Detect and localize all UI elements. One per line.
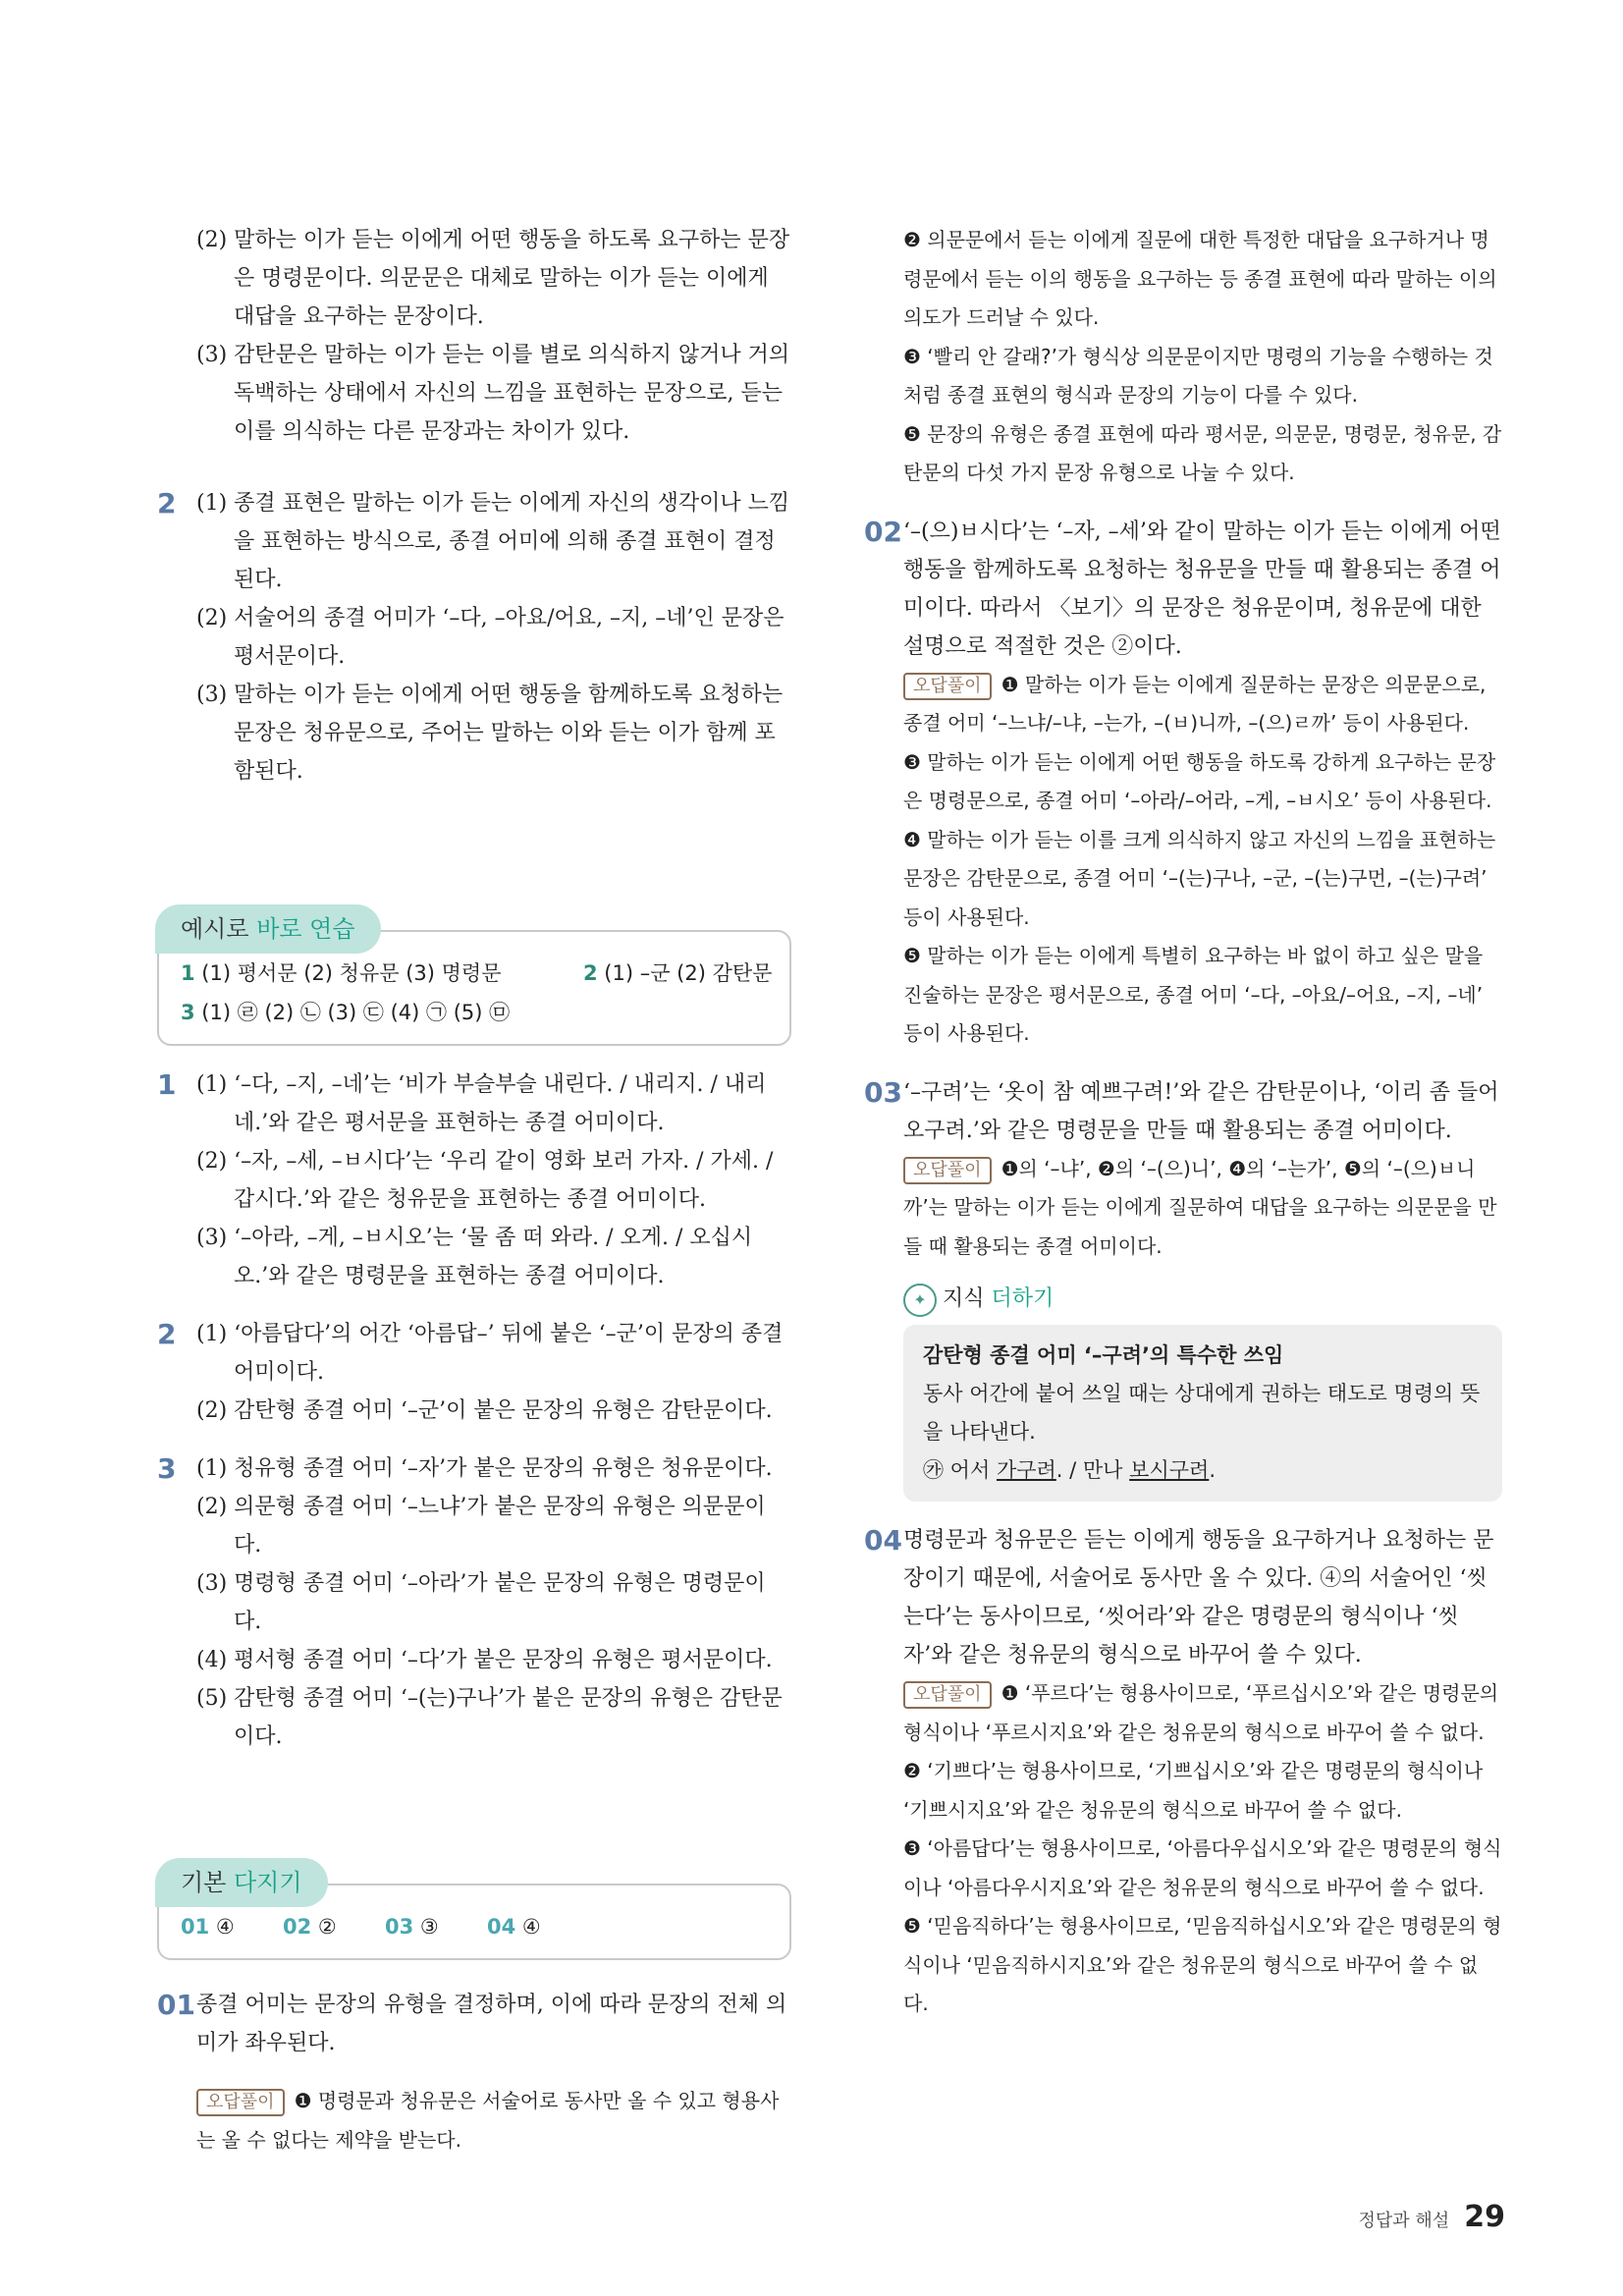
paragraph: ‘–(으)ㅂ시다’는 ‘–자, –세’와 같이 말하는 이가 듣는 이에게 어떤 행동을 함께하도록 요청하는 청유문을 만들 때 활용되는 종결 어미이다. 따라서 〈보기〉의 문장은 청유문이며, 청유문에 대한 설명으로 적절한 것은 ②이다. [903,519,1501,659]
paragraph: (3) ‘–아라, –게, –ㅂ시오’는 ‘물 좀 떠 와라. / 오게. / 오십시오.’와 같은 명령문을 표현하는 종결 어미이다. [196,1226,753,1288]
explanation-1-continued [157,221,791,451]
knowledge-plus-box [903,1325,1502,1502]
practice-box-tab: 예시로 바로 연습 [155,904,381,954]
item-number: 1 [157,1068,177,1101]
basic-box-tab: 기본 다지기 [155,1858,328,1907]
wrong-answer-note: 오답풀이 ❶의 ‘–냐’, ❷의 ‘–(으)니’, ❹의 ‘–는가’, ❺의 ‘–(으)ㅂ니까’는 말하는 이가 듣는 이에게 질문하여 대답을 요구하는 의문문을 만들 때 활용되는 종결 어미이다. [903,1156,1497,1258]
paragraph: ❷ ‘기쁘다’는 형용사이므로, ‘기쁘십시오’와 같은 명령문의 형식이나 ‘기쁘시지요’와 같은 청유문의 형식으로 바꾸어 쓸 수 없다. [903,1759,1484,1822]
explanation-2 [157,484,791,791]
item-number: 02 [864,515,902,548]
item-number: 2 [157,1318,177,1350]
paragraph: (2) 감탄형 종결 어미 ‘–군’이 붙은 문장의 유형은 감탄문이다. [196,1398,773,1423]
wrong-answer-note: 오답풀이 ❶ 명령문과 청유문은 서술어로 동사만 올 수 있고 형용사는 올 수 없다는 제약을 받는다. [196,2089,780,2152]
paragraph: (4) 평서형 종결 어미 ‘–다’가 붙은 문장의 유형은 평서문이다. [196,1648,773,1672]
page-footer [1358,2200,1505,2234]
practice-explanation-2 [157,1315,791,1430]
lightbulb-icon: ✦ [903,1284,937,1317]
item-number: 03 [864,1075,902,1109]
paragraph: ❸ ‘아름답다’는 형용사이므로, ‘아름다우십시오’와 같은 명령문의 형식이나 ‘아름다우시지요’와 같은 청유문의 형식으로 바꾸어 쓸 수 없다. [903,1836,1502,1899]
odap-badge: 오답풀이 [903,673,992,700]
question-03-explanation [864,1073,1502,1503]
question-02-explanation [864,513,1502,1054]
left-column [157,221,791,2179]
paragraph: (3) 감탄문은 말하는 이가 듣는 이를 별로 의식하지 않거나 거의 독백하는 상태에서 자신의 느낌을 표현하는 문장으로, 듣는 이를 의식하는 다른 문장과는 차이가 있다. [196,343,790,444]
question-01-explanation [157,1986,791,2159]
paragraph: (2) ‘–자, –세, –ㅂ시다’는 ‘우리 같이 영화 보러 가자. / 가세. / 갑시다.’와 같은 청유문을 표현하는 종결 어미이다. [196,1149,774,1212]
footer-label: 정답과 해설 [1358,2211,1450,2231]
knowledge-heading: 감탄형 종결 어미 ‘–구려’의 특수한 쓰임 [923,1343,1284,1367]
paragraph: ‘–구려’는 ‘옷이 참 예쁘구려!’와 같은 감탄문이나, ‘이리 좀 들어오구려.’와 같은 명령문을 만들 때 활용되는 종결 어미이다. [903,1079,1499,1143]
paragraph: (1) ‘–다, –지, –네’는 ‘비가 부슬부슬 내린다. / 내리지. / 내리네.’와 같은 평서문을 표현하는 종결 어미이다. [196,1072,767,1135]
paragraph: (3) 명령형 종결 어미 ‘–아라’가 붙은 문장의 유형은 명령문이다. [196,1571,766,1634]
paragraph: (5) 감탄형 종결 어미 ‘–(는)구나’가 붙은 문장의 유형은 감탄문이다. [196,1686,783,1749]
basic-answer-box [157,1869,791,1960]
paragraph: 종결 어미는 문장의 유형을 결정하며, 이에 따라 문장의 전체 의미가 좌우된다. [196,1993,787,2055]
paragraph: (2) 서술어의 종결 어미가 ‘–다, –아요/어요, –지, –네’인 문장은 평서문이다. [196,606,784,669]
knowledge-plus-title: ✦ 지식 더하기 [903,1280,1502,1319]
paragraph: (1) 청유형 종결 어미 ‘–자’가 붙은 문장의 유형은 청유문이다. [196,1456,773,1481]
item-number: 2 [157,487,177,519]
paragraph: 명령문과 청유문은 듣는 이에게 행동을 요구하거나 요청하는 문장이기 때문에, 서술어로 동사만 올 수 있다. ④의 서술어인 ‘씻는다’는 동사이므로, ‘씻어라’와 같은 명령문의 형식이나 ‘씻자’와 같은 청유문의 형식으로 바꾸어 쓸 수 있다. [903,1528,1494,1667]
question-01-continued [864,221,1502,493]
practice-answers-row-2: 3 (1) ㉣ (2) ㉡ (3) ㉢ (4) ㉠ (5) ㉤ [181,1001,511,1024]
paragraph: (1) 종결 표현은 말하는 이가 듣는 이에게 자신의 생각이나 느낌을 표현하는 방식으로, 종결 어미에 의해 종결 표현이 결정된다. [196,491,790,592]
paragraph: ❺ ‘믿음직하다’는 형용사이므로, ‘믿음직하십시오’와 같은 명령문의 형식이나 ‘믿음직하시지요’와 같은 청유문의 형식으로 바꾸어 쓸 수 없다. [903,1914,1502,2015]
paragraph: (1) ‘아름답다’의 어간 ‘아름답–’ 뒤에 붙은 ‘–군’이 문장의 종결 어미이다. [196,1322,784,1385]
practice-explanation-3 [157,1449,791,1756]
paragraph: ❸ ‘빨리 안 갈래?’가 형식상 의문문이지만 명령의 기능을 수행하는 것처럼 종결 표현의 형식과 문장의 기능이 다를 수 있다. [903,344,1493,407]
item-number: 3 [157,1452,177,1485]
odap-badge: 오답풀이 [196,2089,285,2116]
right-column [864,221,1502,2024]
paragraph: ❹ 말하는 이가 듣는 이를 크게 의식하지 않고 자신의 느낌을 표현하는 문장은 감탄문으로, 종결 어미 ‘–(는)구나, –군, –(는)구먼, –(는)구려’ 등이 사용된다. [903,827,1496,929]
practice-answer-box [157,915,791,1046]
odap-badge: 오답풀이 [903,1157,992,1184]
wrong-answer-note: 오답풀이 ❶ 말하는 이가 듣는 이에게 질문하는 문장은 의문문으로, 종결 어미 ‘–느냐/–냐, –는가, –(ㅂ)니까, –(으)ㄹ까’ 등이 사용된다. [903,672,1487,735]
odap-badge: 오답풀이 [903,1681,992,1709]
question-04-explanation [864,1521,1502,2024]
basic-answers-row: 01 ④ 02 ② 03 ③ 04 ④ [181,1915,541,1939]
paragraph: ❸ 말하는 이가 듣는 이에게 어떤 행동을 하도록 강하게 요구하는 문장은 명령문으로, 종결 어미 ‘–아라/–어라, –게, –ㅂ시오’ 등이 사용된다. [903,749,1496,812]
item-number: 01 [157,1989,195,2021]
item-number: 04 [864,1524,902,1557]
knowledge-example: ㉮ 어서 가구려. / 만나 보시구려. [923,1458,1216,1482]
paragraph: (3) 말하는 이가 듣는 이에게 어떤 행동을 함께하도록 요청하는 문장은 청유문으로, 주어는 말하는 이와 듣는 이가 함께 포함된다. [196,683,784,784]
paragraph: ❺ 말하는 이가 듣는 이에게 특별히 요구하는 바 없이 하고 싶은 말을 진술하는 문장은 평서문으로, 종결 어미 ‘–다, –아요/–어요, –지, –네’ 등이 사용된다. [903,944,1484,1045]
page-number: 29 [1464,2200,1505,2234]
paragraph: (2) 의문형 종결 어미 ‘–느냐’가 붙은 문장의 유형은 의문문이다. [196,1495,766,1558]
paragraph: ❺ 문장의 유형은 종결 표현에 따라 평서문, 의문문, 명령문, 청유문, 감탄문의 다섯 가지 문장 유형으로 나눌 수 있다. [903,421,1502,484]
practice-answers-row-1: 1 (1) 평서문 (2) 청유문 (3) 명령문 2 (1) –군 (2) 감탄문 [181,961,773,985]
knowledge-body: 동사 어간에 붙어 쓰일 때는 상대에게 권하는 태도로 명령의 뜻을 나타낸다. [923,1382,1481,1444]
wrong-answer-note: 오답풀이 ❶ ‘푸르다’는 형용사이므로, ‘푸르십시오’와 같은 명령문의 형식이나 ‘푸르시지요’와 같은 청유문의 형식으로 바꾸어 쓸 수 없다. [903,1681,1499,1744]
practice-explanation-1 [157,1066,791,1295]
paragraph: ❷ 의문문에서 듣는 이에게 질문에 대한 특정한 대답을 요구하거나 명령문에서 듣는 이의 행동을 요구하는 등 종결 표현에 따라 말하는 이의 의도가 드러날 수 있다. [903,228,1497,329]
paragraph: (2) 말하는 이가 듣는 이에게 어떤 행동을 하도록 요구하는 문장은 명령문이다. 의문문은 대체로 말하는 이가 듣는 이에게 대답을 요구하는 문장이다. [196,228,790,329]
